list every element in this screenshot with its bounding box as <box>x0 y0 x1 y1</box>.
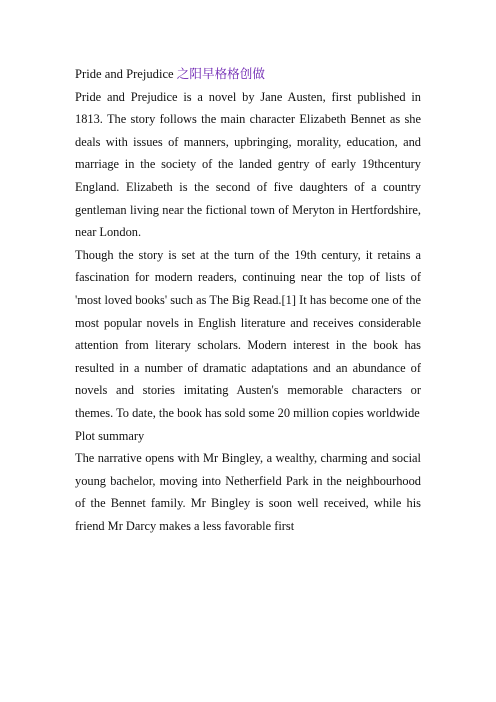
paragraph-intro: Pride and Prejudice is a novel by Jane Austen, first published in 1813. The story follows the main character Elizabeth Bennet as she deals with issues of manners, upbringing, morality, education, and marriage in the society of the landed gentry of early 19thcentury England. Elizabeth is the second of five daughters of a country gentleman living near the fictional town of Meryton in Hertfordshire, near London. <box>75 89 421 240</box>
title-cjk: 之阳早格格创做 <box>176 66 265 81</box>
title-latin: Pride and Prejudice <box>75 67 177 81</box>
document-page <box>75 63 421 537</box>
document-title <box>75 63 421 86</box>
section-heading-plot-summary: Plot summary <box>75 428 145 443</box>
paragraph-reception: Though the story is set at the turn of the 19th century, it retains a fascination for modern readers, continuing near the top of lists of 'most loved books' such as The Big Read.[1] It has become one of the most popular novels in English literature and receives considerable attention from literary scholars. Modern interest in the book has resulted in a number of dramatic adaptations and an abundance of novels and stories imitating Austen's memorable characters or themes. To date, the book has sold some 20 million copies worldwide <box>75 247 421 420</box>
paragraph-plot: The narrative opens with Mr Bingley, a wealthy, charming and social young bachelor, moving into Netherfield Park in the neighbourhood of the Bennet family. Mr Bingley is soon well received, while his friend Mr Darcy makes a less favorable first <box>75 451 421 533</box>
